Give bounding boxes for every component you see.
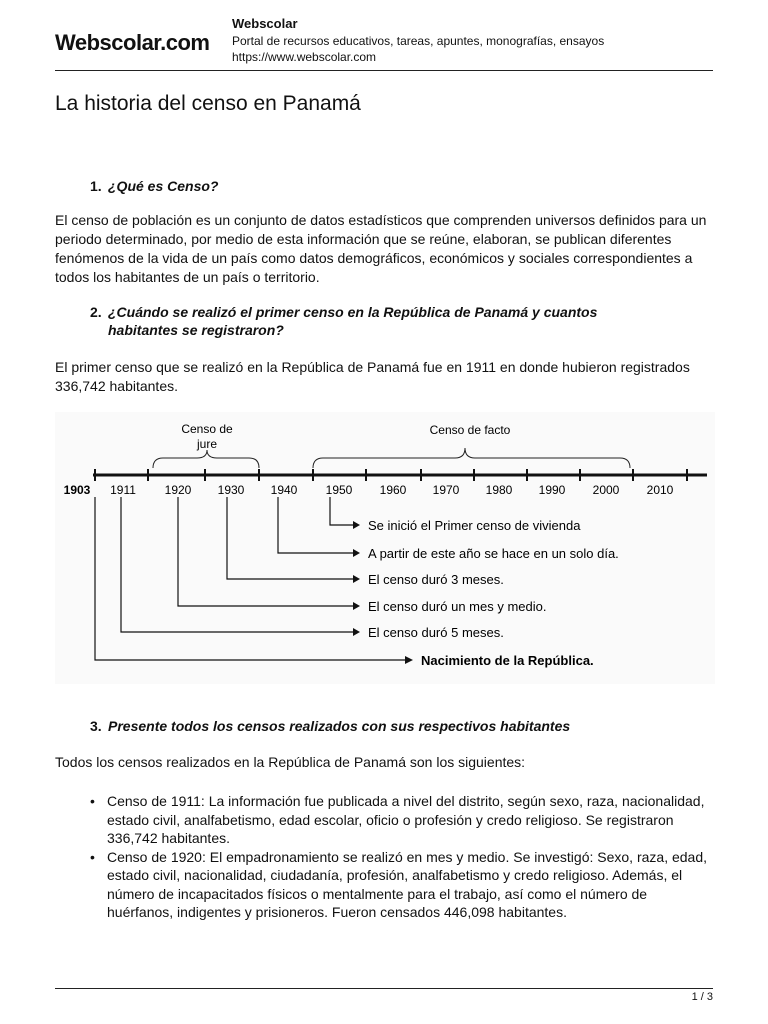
site-tagline: Portal de recursos educativos, tareas, apuntes, monografías, ensayos xyxy=(232,34,605,48)
question-number: 3. xyxy=(90,718,102,734)
year-label: 1940 xyxy=(270,483,298,497)
timeline-arrowheads xyxy=(353,521,413,664)
censos-list xyxy=(88,792,708,922)
question-number: 2. xyxy=(90,304,102,320)
timeline-note: El censo duró 5 meses. xyxy=(368,625,504,640)
page-footer xyxy=(55,988,713,1003)
bracket-jure xyxy=(153,450,259,468)
question-1 xyxy=(90,177,690,195)
paragraph-que-es-censo: El censo de población es un conjunto de datos estadísticos que comprenden universos definidos para un periodo determinado, por medio de esta información que se reúne, elaboran, se publican diferentes fenómenos de la vida de un país como datos demográficos, económicos y sociales correspondientes a todos los habitantes de un país o territorio. xyxy=(55,212,707,285)
list-item-text: Censo de 1920: El empadronamiento se realizó en mes y medio. Se investigó: Sexo, raza, edad, estado civil, nacionalidad, ciudadanía, profesión, analfabetismo y credo religioso. Además, el número de incapacitados físicos o mentalmente para el trabajo, así como el número de huérfanos, indigentes y prisioneros. Fueron censados 446,098 habitantes. xyxy=(107,848,708,920)
connector-1950 xyxy=(330,497,353,525)
question-text: Presente todos los censos realizados con sus respectivos habitantes xyxy=(108,718,571,734)
year-label: 1970 xyxy=(432,483,460,497)
year-label: 1930 xyxy=(217,483,245,497)
paragraph-todos-censos: Todos los censos realizados en la República de Panamá son los siguientes: xyxy=(55,754,526,770)
year-label: 1920 xyxy=(164,483,192,497)
bracket-label-jure-2: jure xyxy=(196,437,218,451)
question-text-line2: habitantes se registraron? xyxy=(108,322,284,338)
bracket-label-facto: Censo de facto xyxy=(429,423,511,437)
bullet: • xyxy=(90,793,95,809)
question-number: 1. xyxy=(90,178,102,194)
timeline-note: El censo duró 3 meses. xyxy=(368,572,504,587)
list-item-text: Censo de 1911: La información fue publicada a nivel del distrito, según sexo, raza, nacionalidad, estado civil, analfabetismo, edad escolar, oficio o profesión y credo religioso. Se registraron 336,742 habitantes. xyxy=(107,793,705,846)
timeline-note: El censo duró un mes y medio. xyxy=(368,599,547,614)
page-header xyxy=(55,14,713,71)
timeline-note: A partir de este año se hace en un solo día. xyxy=(368,546,619,561)
census-timeline-figure xyxy=(55,412,715,684)
site-logo: Webscolar.com xyxy=(55,30,210,55)
timeline-note: Se inició el Primer censo de vivienda xyxy=(368,518,581,533)
year-label: 1960 xyxy=(379,483,407,497)
site-url[interactable]: https://www.webscolar.com xyxy=(232,50,377,64)
timeline-note: Nacimiento de la República. xyxy=(421,653,594,668)
year-label: 1980 xyxy=(485,483,513,497)
year-label: 1911 xyxy=(110,483,136,497)
page-number: 1 / 3 xyxy=(691,991,713,1003)
list-item xyxy=(88,848,708,922)
question-text: ¿Qué es Censo? xyxy=(108,178,219,194)
connector-1920 xyxy=(178,497,353,606)
bracket-label-jure-1: Censo de xyxy=(181,422,233,436)
connector-1911 xyxy=(121,497,353,632)
question-3 xyxy=(90,717,690,735)
list-item xyxy=(88,792,708,848)
bracket-facto xyxy=(313,448,630,468)
connector-1930 xyxy=(227,497,353,579)
year-label: 1950 xyxy=(325,483,353,497)
paragraph-primer-censo: El primer censo que se realizó en la República de Panamá fue en 1911 en donde hubieron registrados 336,742 habitantes. xyxy=(55,359,690,394)
year-label: 2000 xyxy=(592,483,620,497)
site-name: Webscolar xyxy=(232,16,298,31)
timeline-diagram xyxy=(55,412,715,684)
year-label: 1903 xyxy=(63,483,91,497)
year-label: 1990 xyxy=(538,483,566,497)
question-text-line1: ¿Cuándo se realizó el primer censo en la República de Panamá y cuantos xyxy=(108,304,598,320)
bullet: • xyxy=(90,848,95,865)
question-2 xyxy=(90,303,690,339)
year-label: 2010 xyxy=(646,483,674,497)
document-title: La historia del censo en Panamá xyxy=(55,92,361,115)
